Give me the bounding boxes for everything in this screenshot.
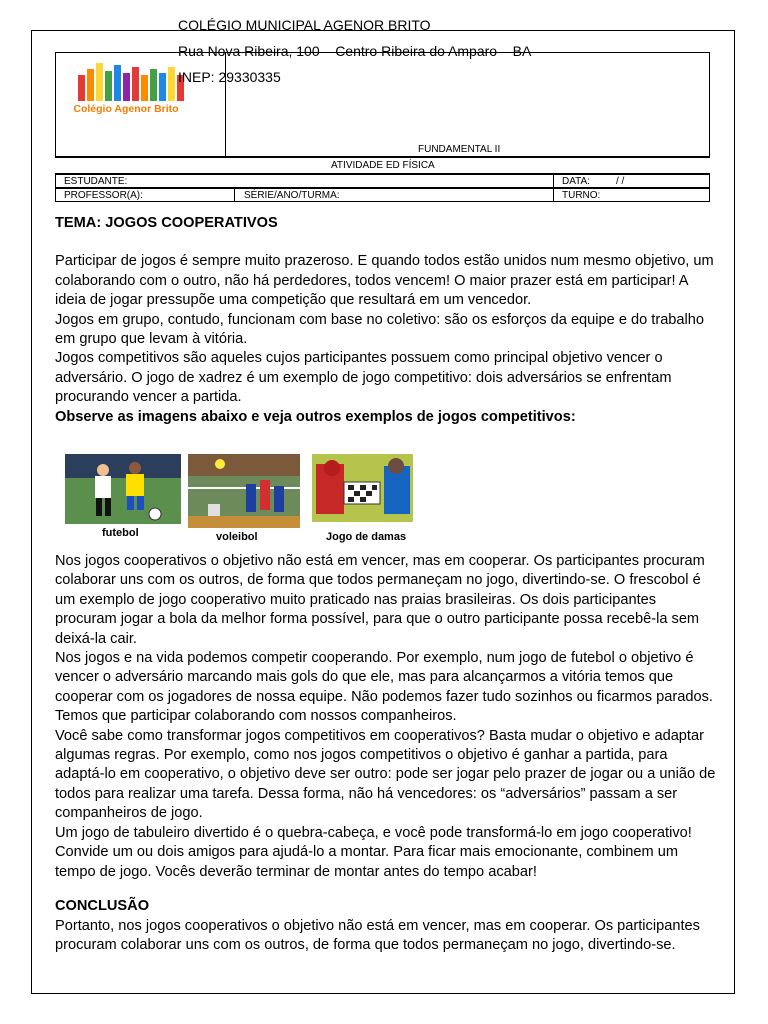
conclusion-title: CONCLUSÃO: [55, 898, 150, 914]
teacher-row: [55, 188, 710, 202]
school-address: Rua Nova Ribeira, 100 – Centro Ribeira do Amparo – BA: [178, 43, 532, 59]
football-image: [65, 454, 181, 524]
student-label: ESTUDANTE:: [64, 176, 128, 187]
paragraph-6: Você sabe como transformar jogos competitivos em cooperativos? Basta mudar o objetivo e adaptar algumas regras. Por exemplo, como nos jogos competitivos o objetivo é ganhar a partida, para adaptá-lo em cooperativo, o objetivo deve ser outro: pode ser jogar pelo prazer de jogar ou a união de todos para realizar uma tarefa. Dessa forma, não há vencedores: os “adversários” passam a ser companheiros de jogo.: [55, 727, 716, 822]
paragraph-1: Participar de jogos é sempre muito prazeroso. E quando todos estão unidos num mesmo objetivo, um colaborando com o outro, não há perdedores, todos vencem! O maior prazer está em participar! A ideia de jogar pressupõe uma competição que resultará em um vencedor.: [55, 253, 714, 309]
date-slashes: / /: [616, 176, 625, 187]
grade-label: SÉRIE/ANO/TURMA:: [244, 190, 340, 201]
paragraph-2: Jogos em grupo, contudo, funcionam com base no coletivo: são os esforços da equipe e do trabalho em grupo que levam à vitória.: [55, 311, 705, 348]
date-label: DATA:: [562, 176, 590, 187]
checkers-image: [312, 454, 413, 522]
activity-title: ATIVIDADE ED FÍSICA: [328, 160, 438, 171]
page-title: TEMA: JOGOS COOPERATIVOS: [55, 215, 278, 231]
teacher-label: PROFESSOR(A):: [64, 190, 143, 201]
student-row: [55, 174, 710, 188]
main-content: [55, 214, 715, 427]
school-inep: INEP: 29330335: [178, 69, 281, 85]
volleyball-image: [188, 454, 300, 528]
paragraph-7: Um jogo de tabuleiro divertido é o quebra-cabeça, e você pode transformá-lo em jogo cooperativo! Convide um ou dois amigos para ajudá-lo a montar. Para ficar mais emocionante, combinem um tempo de jogo. Vocês deverão terminar de montar antes do tempo acabar!: [55, 824, 692, 880]
observe-heading: Observe as imagens abaixo e veja outros exemplos de jogos competitivos:: [55, 408, 576, 425]
paragraph-5: Nos jogos e na vida podemos competir cooperando. Por exemplo, num jogo de futebol o objetivo é vencer o adversário marcando mais gols do que ele, mas para alcançarmos a vitória temos que cooperar com os jogadores de nossa equipe. Não podemos fazer tudo sozinhos ou ficarmos parados. Temos que participar colaborando com nossos companheiros.: [55, 650, 713, 725]
conclusion-text: Portanto, nos jogos cooperativos o objetivo não está em vencer, mas em cooperar. Os participantes procuram colaborar uns com os outros, de forma que todos permaneçam no jogo, divertindo-se.: [55, 918, 700, 954]
caption-volleyball: voleibol: [216, 531, 258, 543]
paragraph-4: Nos jogos cooperativos o objetivo não está em vencer, mas em cooperar. Os participantes procuram colaborar uns com os outros, de forma que todos permaneçam no jogo, divertindo-se. O frescobol é um exemplo de jogo cooperativo muito praticado nas praias brasileiras. Os dois participantes procuram jogar a bola da melhor forma possível, para que o outro participante possa recebê-la sem deixá-la cair.: [55, 553, 705, 647]
caption-football: futebol: [102, 527, 139, 539]
school-level: FUNDAMENTAL II: [418, 144, 501, 155]
paragraph-3: Jogos competitivos são aqueles cujos participantes possuem como principal objetivo vencer o adversário. O jogo de xadrez é um exemplo de jogo competitivo: dois adversários se enfrentam procurando vencer a partida.: [55, 350, 672, 406]
caption-checkers: Jogo de damas: [326, 531, 407, 543]
shift-label: TURNO:: [562, 190, 601, 201]
school-name: COLÉGIO MUNICIPAL AGENOR BRITO: [178, 17, 431, 33]
logo-text: Colégio Agenor Brito: [73, 103, 179, 115]
main-content-2: [55, 552, 717, 882]
